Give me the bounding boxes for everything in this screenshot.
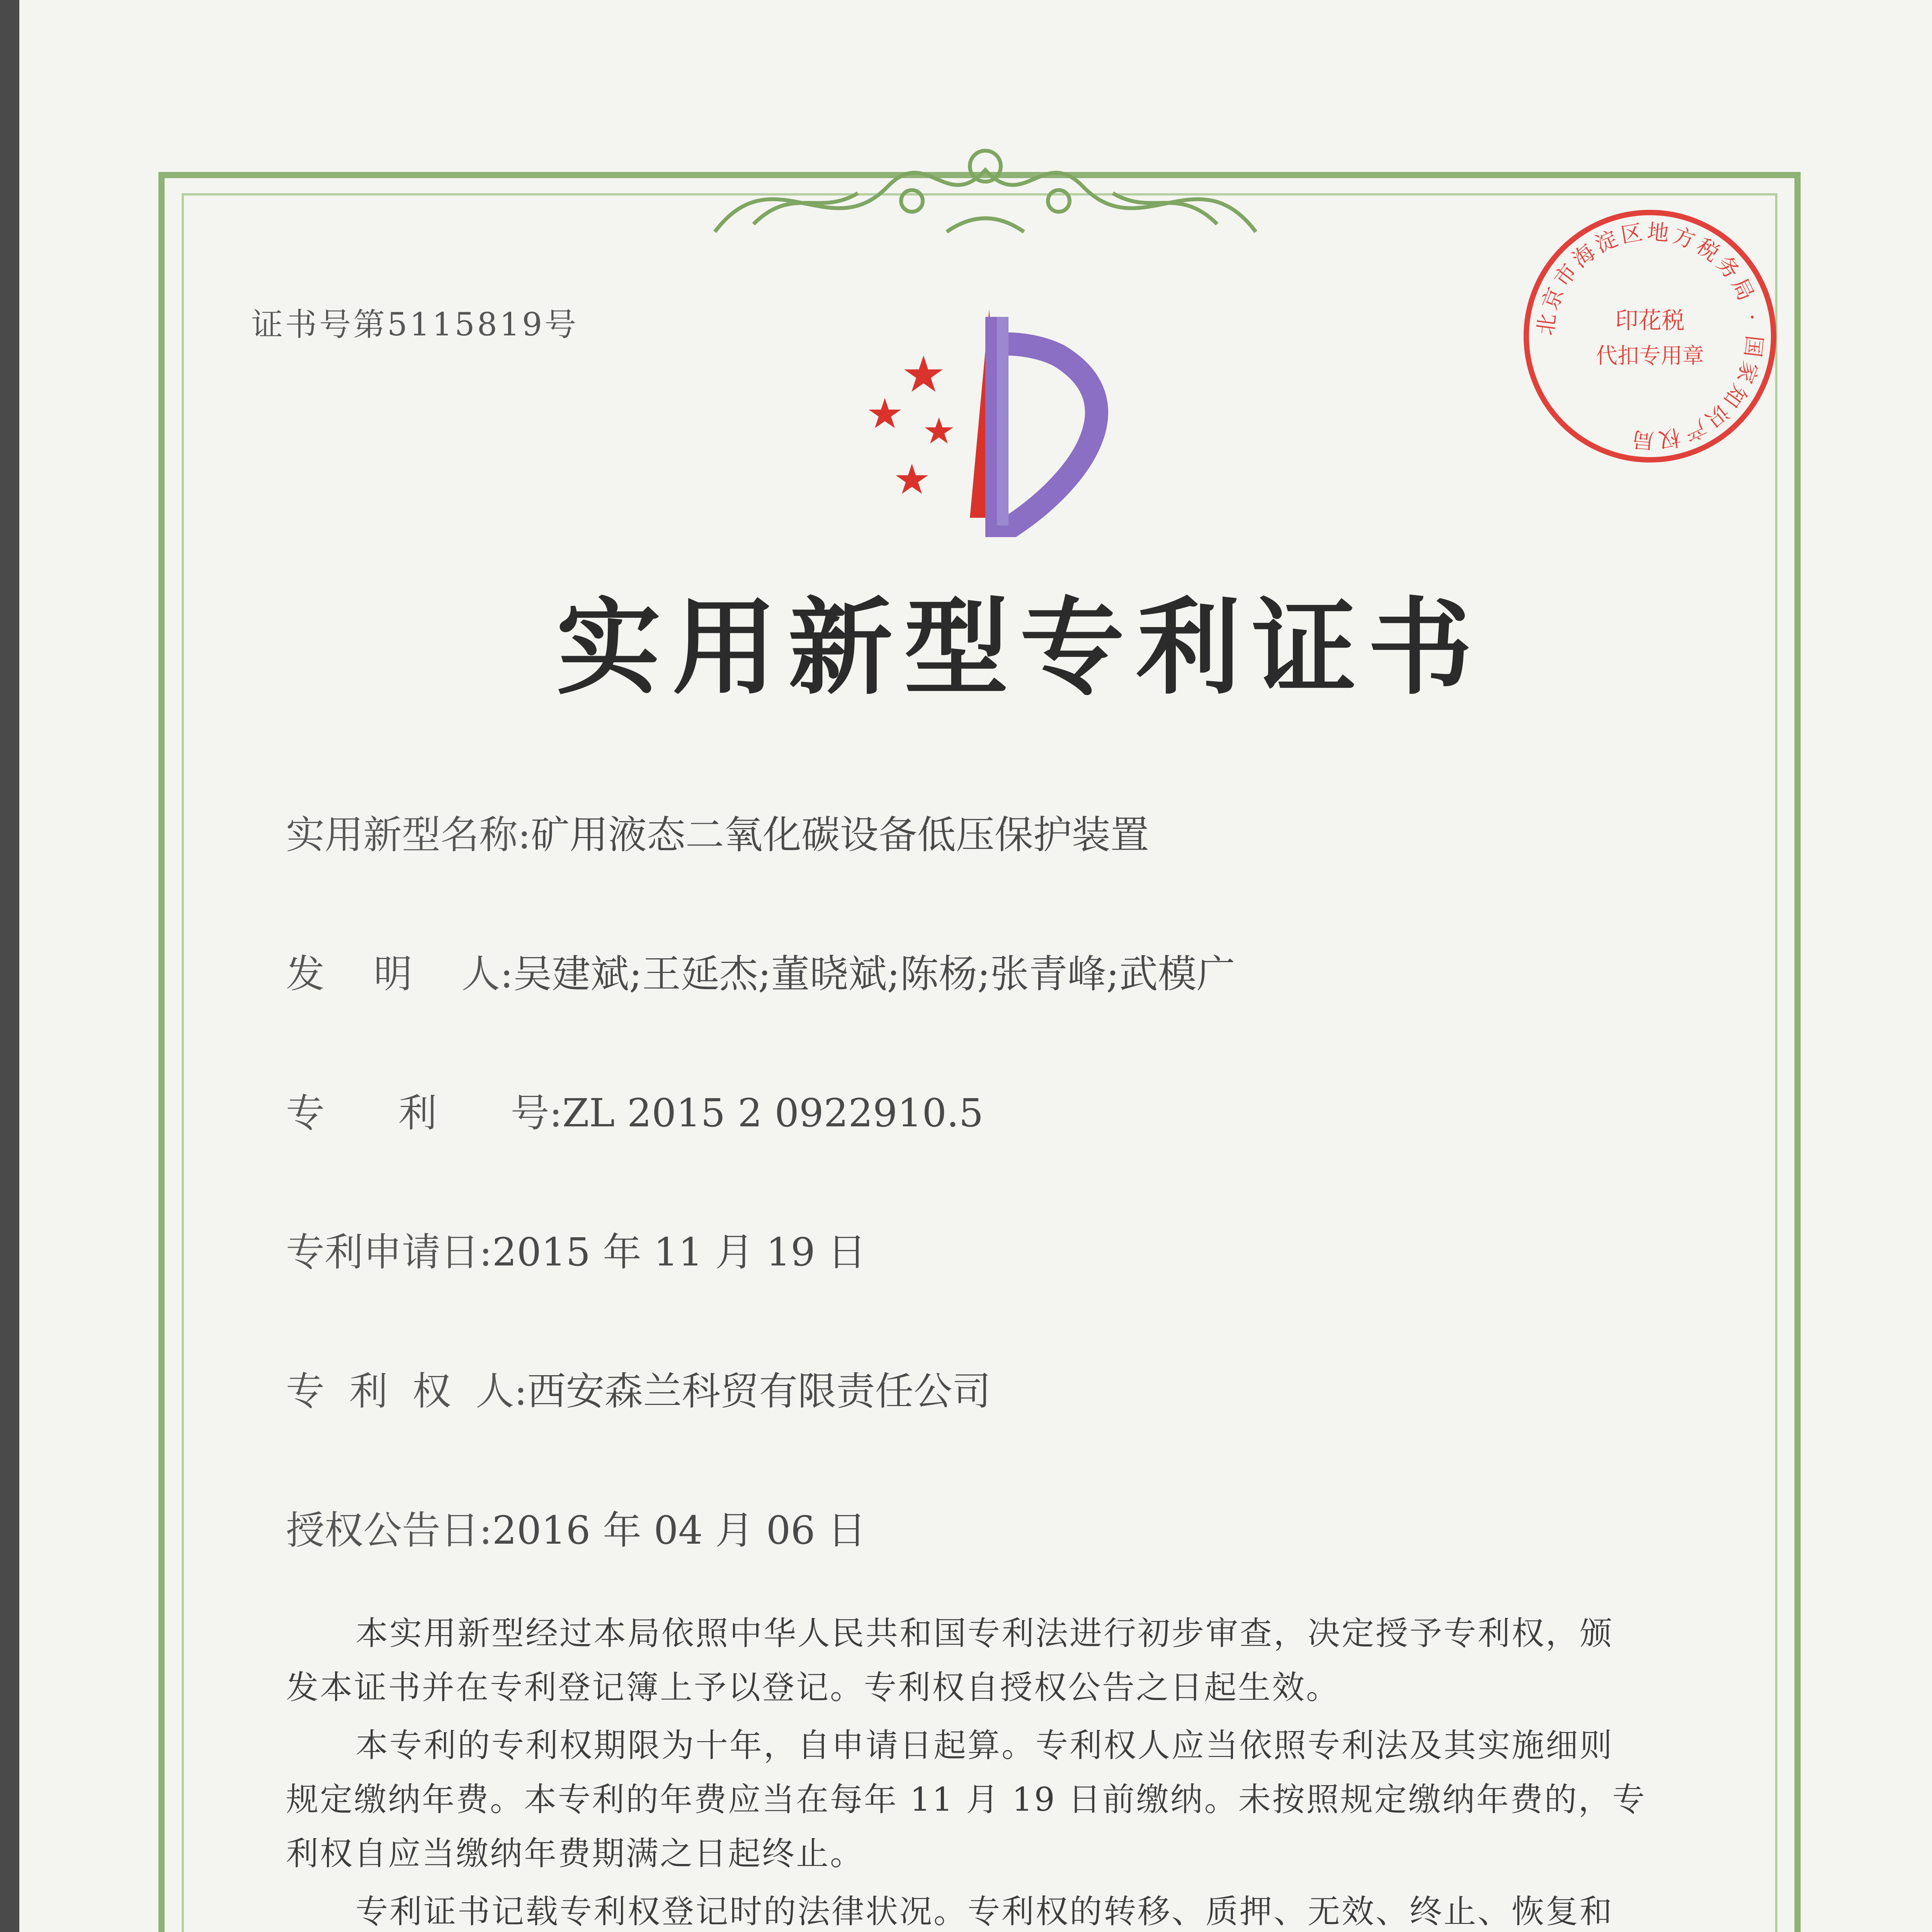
field-value: 2016 年 04 月 06 日 (492, 1508, 866, 1553)
field-value: 西安森兰科贸有限责任公司 (527, 1369, 991, 1414)
field-value: 2015 年 11 月 19 日 (492, 1230, 866, 1275)
field-label: 专 利 号: (286, 1090, 563, 1136)
field-filing-date (286, 1221, 866, 1277)
scan-edge-left (0, 0, 19, 1932)
tax-stamp-seal-icon (1515, 201, 1785, 471)
paragraph-line: 本实用新型经过本局依照中华人民共和国专利法进行初步审查，决定授予专利权，颁 (355, 1614, 1614, 1652)
paragraph-line: 本专利的专利权期限为十年，自申请日起算。专利权人应当依照专利法及其实施细则 (355, 1726, 1614, 1764)
field-label: 专利申请日: (286, 1230, 492, 1275)
svg-text:北京市海淀区地方税务局 · 国家知识产权局: 北京市海淀区地方税务局 · 国家知识产权局 (1533, 219, 1767, 453)
field-label: 实用新型名称: (286, 812, 531, 857)
top-ornament-icon (696, 116, 1275, 255)
field-utility-model-name (286, 804, 1149, 859)
field-label: 专 利 权 人: (286, 1369, 527, 1414)
paragraph-line: 发本证书并在专利登记簿上予以登记。专利权自授权公告之日起生效。 (286, 1668, 1340, 1706)
svg-text:印花税: 印花税 (1615, 307, 1685, 334)
certificate-number: 证书号第5115819号 (251, 306, 579, 343)
field-inventors (286, 943, 1235, 998)
patent-office-logo-icon (842, 301, 1151, 541)
paragraph-line: 规定缴纳年费。本专利的年费应当在每年 11 月 19 日前缴纳。未按照规定缴纳年费的，专 (286, 1781, 1646, 1818)
field-patent-number (286, 1082, 983, 1138)
field-label: 授权公告日: (286, 1508, 492, 1553)
paragraph-line: 专利证书记载专利权登记时的法律状况。专利权的转移、质押、无效、终止、恢复和 (355, 1893, 1614, 1930)
field-value: 吴建斌;王延杰;董晓斌;陈杨;张青峰;武模广 (513, 951, 1235, 997)
paragraph-line: 利权自应当缴纳年费期满之日起终止。 (286, 1835, 864, 1872)
field-value: 矿用液态二氧化碳设备低压保护装置 (531, 812, 1149, 857)
field-label: 发 明 人: (286, 951, 513, 997)
field-grant-date (286, 1499, 866, 1555)
field-patentee (286, 1360, 991, 1416)
page-title: 实用新型专利证书 (556, 587, 1484, 709)
svg-text:代扣专用章: 代扣专用章 (1596, 344, 1704, 369)
field-value: ZL 2015 2 0922910.5 (562, 1090, 984, 1136)
